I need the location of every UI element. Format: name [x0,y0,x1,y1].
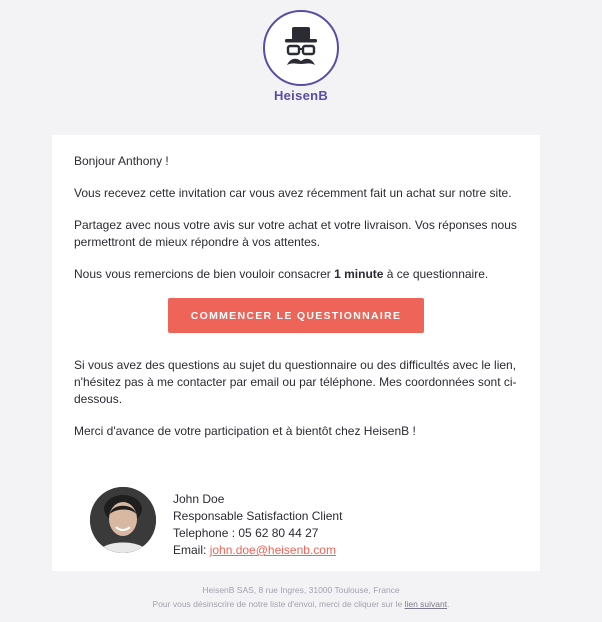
email-link[interactable]: john.doe@heisenb.com [209,543,336,557]
brand-name: HeisenB [273,88,329,103]
company-address: HeisenB SAS, 8 rue Ingres, 31000 Toulouse, France [202,585,400,595]
avatar [90,487,156,553]
signature-email-line [173,542,342,559]
unsubscribe-text: Pour vous désinscrire de notre liste d'envoi, merci de cliquer sur le [152,599,405,609]
signature-phone: Telephone : 05 62 80 44 27 [173,526,319,540]
intro-paragraph: Vous recevez cette invitation car vous avez récemment fait un achat sur notre site. [74,186,512,200]
greeting: Bonjour Anthony ! [74,154,169,168]
contact-paragraph: Si vous avez des questions au sujet du questionnaire ou des difficultés avec le lien, n'hésitez pas à me contacter par email ou par téléphone. Mes coordonnées sont ci-dessous. [74,358,517,406]
share-opinion-paragraph: Partagez avec nous votre avis sur votre achat et votre livraison. Vos réponses nous permettront de mieux répondre à vos attentes. [74,218,517,249]
thanks-text-end: à ce questionnaire. [383,267,489,281]
duration-text: 1 minute [334,267,384,281]
brand-logo [263,10,339,86]
email-footer [0,583,602,611]
signature [90,487,342,559]
unsubscribe-end: . [447,599,450,609]
thanks-paragraph [74,266,518,283]
email-label: Email: [173,543,210,557]
heisenberg-hat-glasses-mustache-icon [273,20,329,76]
signature-name: John Doe [173,492,225,506]
unsubscribe-link[interactable]: lien suivant [404,599,448,609]
closing-paragraph: Merci d'avance de votre participation et à bientôt chez HeisenB ! [74,424,416,438]
start-questionnaire-button[interactable]: COMMENCER LE QUESTIONNAIRE [168,298,424,333]
thanks-text-start: Nous vous remercions de bien vouloir consacrer [74,267,335,281]
unsubscribe-line [0,597,602,611]
signature-role: Responsable Satisfaction Client [173,509,343,523]
brand-header [0,10,602,103]
email-card [52,135,540,571]
